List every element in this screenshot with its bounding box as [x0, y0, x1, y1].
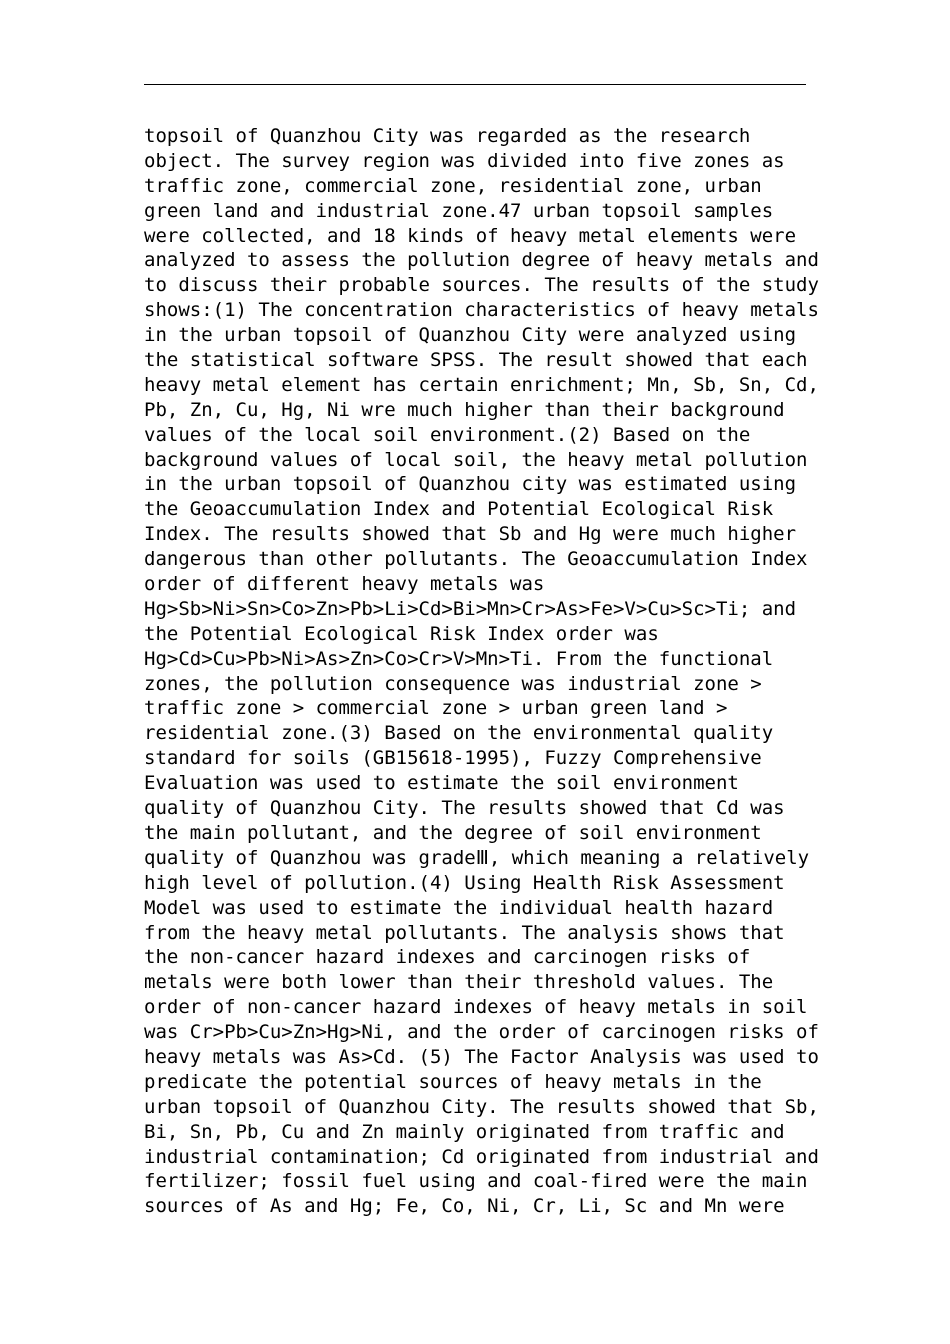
text-line: Model was used to estimate the individual health hazard [144, 896, 774, 919]
text-line: residential zone.(3) Based on the environmental quality [144, 722, 774, 745]
text-line: metals were both lower than their threshold values. The [144, 971, 774, 994]
text-line: in the urban topsoil of Quanzhou city was estimated using [144, 473, 797, 496]
text-line: to discuss their probable sources. The results of the study [144, 274, 819, 297]
text-line: the Geoaccumulation Index and Potential Ecological Risk [144, 498, 774, 521]
text-line: heavy metal element has certain enrichment; Mn, Sb, Sn, Cd, [144, 373, 819, 396]
text-line: the Potential Ecological Risk Index order was [144, 622, 659, 645]
text-line: high level of pollution.(4) Using Health Risk Assessment [144, 871, 785, 894]
text-line: Evaluation was used to estimate the soil environment [144, 772, 739, 795]
text-line: dangerous than other pollutants. The Geoaccumulation Index [144, 548, 808, 571]
text-line: traffic zone, commercial zone, residential zone, urban [144, 174, 762, 197]
text-line: shows:(1) The concentration characteristics of heavy metals [144, 299, 819, 322]
text-line: sources of As and Hg; Fe, Co, Ni, Cr, Li, Sc and Mn were [144, 1195, 785, 1218]
text-line: fertilizer; fossil fuel using and coal-fired were the main [144, 1170, 808, 1193]
text-line: zones, the pollution consequence was industrial zone > [144, 672, 762, 695]
text-line: predicate the potential sources of heavy metals in the [144, 1070, 762, 1093]
text-line: heavy metals was As>Cd. (5) The Factor Analysis was used to [144, 1045, 819, 1068]
text-line: order of non-cancer hazard indexes of heavy metals in soil [144, 996, 808, 1019]
text-line: in the urban topsoil of Quanzhou City were analyzed using [144, 324, 797, 347]
text-line: quality of Quanzhou City. The results showed that Cd was [144, 797, 785, 820]
text-line: was Cr>Pb>Cu>Zn>Hg>Ni, and the order of carcinogen risks of [144, 1021, 819, 1044]
text-line: from the heavy metal pollutants. The analysis shows that [144, 921, 785, 944]
text-line: values of the local soil environment.(2) Based on the [144, 423, 751, 446]
text-line: industrial contamination; Cd originated from industrial and [144, 1145, 819, 1168]
text-line: standard for soils (GB15618-1995), Fuzzy Comprehensive [144, 747, 762, 770]
header-rule [144, 84, 806, 85]
text-line: were collected, and 18 kinds of heavy metal elements were [144, 224, 797, 247]
text-line: order of different heavy metals was [144, 573, 545, 596]
text-line: background values of local soil, the heavy metal pollution [144, 448, 808, 471]
abstract-text [144, 124, 824, 1219]
text-line: Pb, Zn, Cu, Hg, Ni wre much higher than their background [144, 398, 785, 421]
text-line: green land and industrial zone.47 urban topsoil samples [144, 199, 774, 222]
text-line: Bi, Sn, Pb, Cu and Zn mainly originated from traffic and [144, 1120, 785, 1143]
text-line: the non-cancer hazard indexes and carcinogen risks of [144, 946, 751, 969]
text-line: topsoil of Quanzhou City was regarded as the research [144, 125, 751, 147]
text-line: Index. The results showed that Sb and Hg were much higher [144, 523, 797, 546]
text-line: the main pollutant, and the degree of soil environment [144, 821, 762, 844]
text-line: Hg>Cd>Cu>Pb>Ni>As>Zn>Co>Cr>V>Mn>Ti. From the functional [144, 647, 774, 670]
text-line: the statistical software SPSS. The result showed that each [144, 349, 808, 372]
text-line: analyzed to assess the pollution degree of heavy metals and [144, 249, 819, 272]
text-line: object. The survey region was divided into five zones as [144, 149, 785, 172]
text-line: quality of Quanzhou was gradeⅢ, which meaning a relatively [144, 846, 810, 869]
text-line: Hg>Sb>Ni>Sn>Co>Zn>Pb>Li>Cd>Bi>Mn>Cr>As>Fe>V>Cu>Sc>Ti; and [144, 597, 797, 620]
text-line: traffic zone > commercial zone > urban green land > [144, 697, 728, 720]
text-line: urban topsoil of Quanzhou City. The results showed that Sb, [144, 1095, 819, 1118]
